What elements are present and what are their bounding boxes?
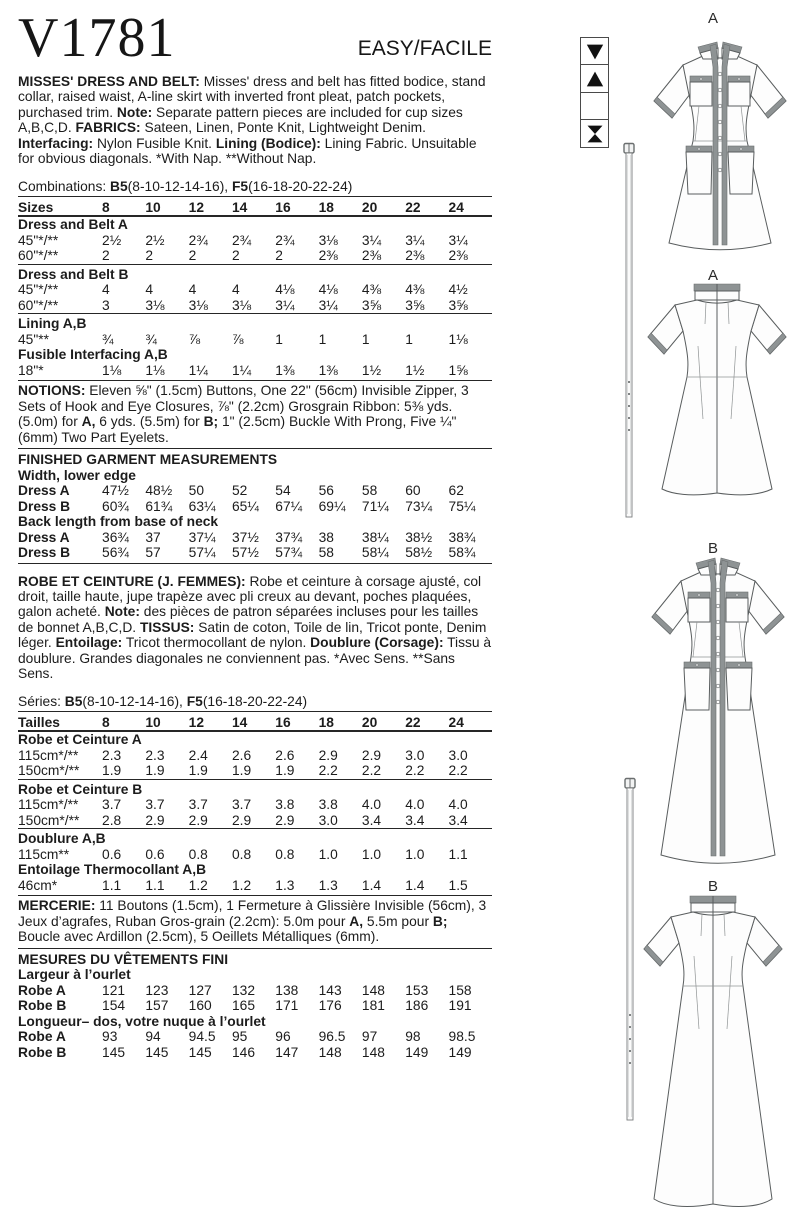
table-section-row: Fusible Interfacing A,B (18, 347, 168, 363)
yardage-table-english (18, 197, 492, 381)
text-segment: Separate pattern pieces are included for cup sizes A,B,C,D. (18, 104, 463, 136)
table-section-row: Back length from base of neck (18, 514, 219, 530)
table-row: 60"*/** 3 3⅛ 3⅛ 3⅛ 3¼ 3¼ 3⅝ 3⅝ 3⅝ (18, 297, 468, 313)
text-segment: A, (81, 414, 96, 430)
text-segment: Eleven ⅝" (1.5cm) Buttons, One 22" (56cm) Invisible Zipper, 3 Sets of Hook and Eye Closures, ⅞" (2.2cm) Grosgrain Ribbon: 5⅜ yds. (5.0m) for (18, 383, 469, 430)
dress-b-front-illustration (639, 556, 797, 870)
table-section-row: Dress and Belt A (18, 217, 128, 233)
text-segment: F5 (186, 694, 203, 710)
text-segment: TISSUS: (139, 619, 195, 635)
text-segment: FABRICS: (75, 120, 141, 136)
text-segment: des pièces de patron séparées incluses pour les tailles de bonnet A,B,C,D. (18, 604, 479, 635)
combinations-line (18, 179, 492, 197)
sizes-table (18, 967, 492, 1060)
table-row: 46cm* 1.1 1.1 1.2 1.2 1.3 1.3 1.4 1.4 1.5 (18, 877, 468, 893)
mesures-title: MESURES DU VÊTEMENTS FINI (18, 951, 229, 967)
text-segment: ROBE ET CEINTURE (J. FEMMES): (18, 573, 250, 589)
text-segment: Combinations: (18, 179, 111, 195)
text-segment: Nylon Fusible Knit. (93, 135, 216, 151)
table-row: Robe B 145 145 145 146 147 148 148 149 149 (18, 1044, 472, 1060)
table-section-row: Largeur à l’ourlet (18, 967, 131, 983)
yardage-table-french (18, 712, 492, 896)
table-row: 115cm** 0.6 0.6 0.8 0.8 0.8 1.0 1.0 1.0 1.1 (18, 846, 468, 862)
text-segment: (8-10-12-14-16), (127, 179, 232, 195)
text-segment: Séries: (18, 694, 65, 710)
belt-a-illustration (620, 142, 638, 520)
text-segment: B5 (64, 694, 83, 710)
table-section-row: Lining A,B (18, 314, 492, 332)
sizes-table (18, 468, 492, 561)
finished-table-english (18, 468, 492, 561)
table-row: Robe A 121 123 127 132 138 143 148 153 158 (18, 982, 472, 998)
table-row: 18"* 1⅛ 1⅛ 1¼ 1¼ 1⅜ 1⅜ 1½ 1½ 1⅝ (18, 362, 468, 378)
text-segment: Note: (116, 104, 153, 120)
text-segment: Tricot thermocollant de nylon. (122, 635, 311, 651)
text-segment: B5 (110, 179, 128, 195)
dress-a-front-illustration (644, 40, 796, 254)
dress-a-back-illustration (642, 282, 792, 506)
text-segment: 11 Boutons (1.5cm), 1 Fermeture à Glissière Invisible (56cm), 3 Jeux d’agrafes, Ruban Gros-grain (2.2cm): 5.0m pour (18, 898, 487, 929)
text-segment: Tissu à doublure. Grandes diagonales ne conviennent pas. *Avec Sens. **Sans Sens. (18, 635, 492, 681)
table-row: 45"** ¾ ¾ ⅞ ⅞ 1 1 1 1 1⅛ (18, 331, 468, 347)
text-segment: B; (432, 913, 448, 929)
mesures-table-french (18, 967, 492, 1060)
masthead (18, 7, 492, 69)
table-row: Robe A 93 94 94.5 95 96 96.5 97 98 98.5 (18, 1029, 476, 1045)
view-a-front-label: A (707, 10, 718, 27)
table-section-row: Robe et Ceinture B (18, 779, 492, 797)
description-english (18, 74, 492, 166)
description-french (18, 574, 492, 682)
text-segment: Note: (104, 604, 140, 620)
text-segment: (16-18-20-22-24) (202, 694, 308, 710)
table-section-row: Dress and Belt B (18, 264, 492, 282)
nap-triangle-down-icon (580, 37, 609, 66)
table-section-row: Doublure A,B (18, 829, 492, 847)
table-row: 150cm*/** 1.9 1.9 1.9 1.9 1.9 2.2 2.2 2.2 2.2 (18, 763, 468, 779)
nap-hourglass-icon (580, 119, 609, 148)
table-header-row: Sizes 8 10 12 14 16 18 20 22 24 (18, 197, 492, 216)
table-row: Dress A 36¾ 37 37¼ 37½ 37¾ 38 38¼ 38½ 38¾ (18, 529, 476, 545)
text-segment: Lining Fabric. Unsuitable for obvious diagonals. *With Nap. **Without Nap. (18, 135, 477, 167)
mercerie-french (18, 896, 492, 948)
text-segment: Entoilage: (55, 635, 123, 651)
text-segment: Robe et ceinture à corsage ajusté, col droit, taille haute, jupe trapèze avec pli creux au devant, poches plaquées, galon acheté. (18, 573, 482, 620)
dress-b-back-illustration (637, 894, 789, 1216)
sizes-table (18, 712, 492, 893)
text-segment: 5.5m pour (363, 913, 433, 929)
table-section-row: Robe et Ceinture A (18, 732, 142, 748)
text-segment: Doublure (Corsage): (310, 635, 444, 651)
text-segment: Lining (Bodice): (215, 135, 321, 151)
table-row: Dress B 60¾ 61¾ 63¼ 65¼ 67¼ 69¼ 71¼ 73¼ 75¼ (18, 498, 476, 514)
table-row: 115cm*/** 3.7 3.7 3.7 3.7 3.8 3.8 4.0 4.0 4.0 (18, 797, 468, 813)
text-segment: A, (349, 913, 364, 929)
finished-measurements-title: FINISHED GARMENT MEASUREMENTS (18, 452, 278, 468)
text-segment: Misses' dress and belt has fitted bodice, stand collar, raised waist, A-line skirt with inverted front pleat, patch pockets, purchased trim. (18, 74, 486, 120)
table-row: 60"*/** 2 2 2 2 2 2⅜ 2⅜ 2⅜ 2⅜ (18, 248, 468, 264)
difficulty-label: EASY/FACILE (357, 37, 492, 60)
nap-symbol-column (580, 37, 609, 148)
text-segment: Satin de coton, Toile de lin, Tricot ponte, Denim léger. (18, 619, 487, 651)
text-segment: MERCERIE: (18, 898, 96, 914)
text-segment: (8-10-12-14-16), (82, 694, 187, 710)
text-segment: 6 yds. (5.5m) for (95, 414, 204, 430)
view-b-front-label: B (707, 540, 718, 557)
text-segment: (16-18-20-22-24) (248, 179, 353, 195)
table-section-row: Entoilage Thermocollant A,B (18, 862, 207, 878)
finished-measurements-english (18, 451, 492, 564)
view-a-back-label: A (707, 267, 718, 284)
text-segment: 1" (2.5cm) Buckle With Prong, Five ¼" (6mm) Two Part Eyelets. (18, 414, 457, 445)
view-b-back-label: B (707, 878, 718, 895)
text-segment: NOTIONS: (18, 383, 86, 399)
table-header-row: Tailles 8 10 12 14 16 18 20 22 24 (18, 712, 492, 731)
table-section-row: Longueur– dos, votre nuque à l’ourlet (18, 1013, 266, 1029)
finished-measurements-french (18, 951, 492, 1063)
table-row: Robe B 154 157 160 165 171 176 181 186 191 (18, 998, 472, 1014)
sizes-table (18, 197, 492, 378)
table-row: Dress A 47½ 48½ 50 52 54 56 58 60 62 (18, 483, 464, 499)
info-column (18, 7, 492, 1062)
blank-box (580, 92, 609, 121)
table-row: Dress B 56¾ 57 57¼ 57½ 57¾ 58 58¼ 58½ 58¾ (18, 545, 476, 561)
text-segment: Sateen, Linen, Ponte Knit, Lightweight Denim. (140, 120, 426, 136)
text-segment: Interfacing: (18, 135, 94, 151)
notions-english (18, 381, 492, 449)
text-segment: F5 (231, 179, 249, 195)
text-segment: B; (203, 414, 219, 430)
table-row: 45"*/** 2½ 2½ 2¾ 2¾ 2¾ 3⅛ 3¼ 3¼ 3¼ (18, 232, 468, 248)
text-segment: Boucle avec Ardillon (2.5cm), 5 Oeillets Métalliques (6mm). (18, 929, 380, 945)
nap-triangle-up-icon (580, 64, 609, 93)
table-row: 115cm*/** 2.3 2.3 2.4 2.6 2.6 2.9 2.9 3.0 3.0 (18, 747, 468, 763)
series-line (18, 694, 492, 712)
text-segment: MISSES' DRESS AND BELT: (18, 74, 204, 89)
pattern-number: V1781 (18, 7, 176, 69)
table-row: 45"*/** 4 4 4 4 4⅛ 4⅛ 4⅜ 4⅜ 4½ (18, 282, 468, 298)
table-section-row: Width, lower edge (18, 467, 136, 483)
table-row: 150cm*/** 2.8 2.9 2.9 2.9 2.9 3.0 3.4 3.4 3.4 (18, 812, 468, 828)
